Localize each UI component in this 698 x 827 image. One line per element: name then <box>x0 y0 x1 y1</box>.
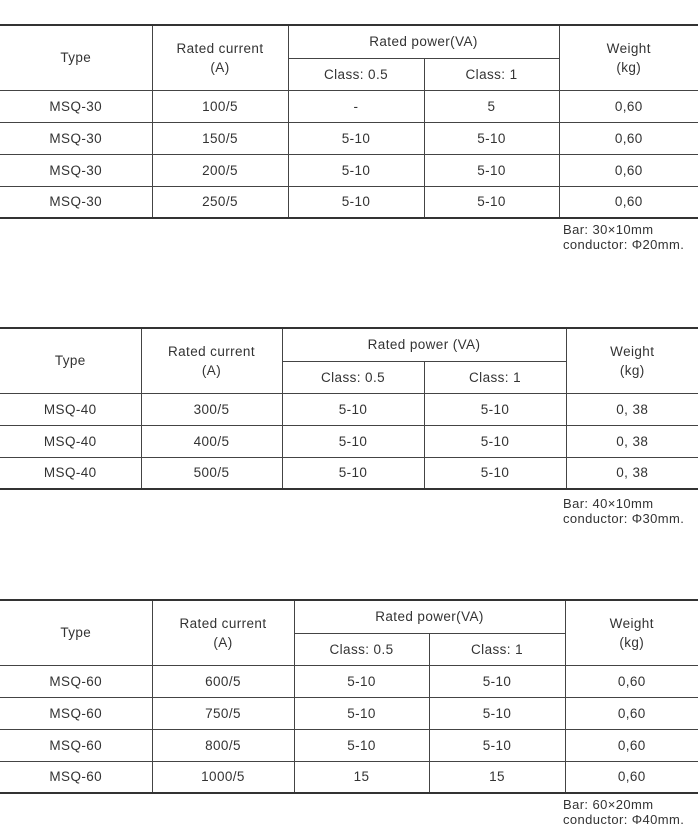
table-row <box>0 729 698 761</box>
cell-class-1: 5-10 <box>424 154 559 186</box>
cell-rated-current: 800/5 <box>152 729 294 761</box>
cell-rated-current: 250/5 <box>152 186 288 218</box>
cell-class-0-5: 5-10 <box>294 697 429 729</box>
cell-class-1: 5 <box>424 90 559 122</box>
table-row <box>0 90 698 122</box>
table-row <box>0 186 698 218</box>
header-rated-current-unit: (A) <box>210 59 230 75</box>
table-row <box>0 425 698 457</box>
cell-type: MSQ-60 <box>0 761 152 793</box>
spec-table-msq-40 <box>0 327 698 490</box>
cell-type: MSQ-30 <box>0 90 152 122</box>
cell-class-0-5: 5-10 <box>288 154 424 186</box>
header-class-1: Class: 1 <box>429 633 565 665</box>
header-rated-current-unit: (A) <box>201 362 222 378</box>
header-class-0-5: Class: 0.5 <box>294 633 429 665</box>
cell-class-0-5: 5-10 <box>288 122 424 154</box>
cell-weight: 0, 38 <box>566 457 698 489</box>
cell-class-1: 5-10 <box>424 425 566 457</box>
cell-type: MSQ-40 <box>0 393 141 425</box>
header-rated-current-unit: (A) <box>213 634 233 650</box>
cell-weight: 0,60 <box>559 90 698 122</box>
header-weight-unit: (kg) <box>619 634 645 650</box>
cell-type: MSQ-30 <box>0 122 152 154</box>
table-row <box>0 154 698 186</box>
cell-class-1: 5-10 <box>429 665 565 697</box>
cell-type: MSQ-60 <box>0 665 152 697</box>
spec-table-msq-30 <box>0 24 698 219</box>
cell-class-1: 5-10 <box>424 186 559 218</box>
cell-type: MSQ-30 <box>0 154 152 186</box>
table-note-msq-40 <box>563 496 684 526</box>
header-rated-current-label: Rated current <box>176 40 264 56</box>
header-class-0-5: Class: 0.5 <box>288 58 424 90</box>
cell-type: MSQ-60 <box>0 697 152 729</box>
cell-rated-current: 750/5 <box>152 697 294 729</box>
header-class-1: Class: 1 <box>424 361 566 393</box>
note-bar-size: Bar: 60×20mm <box>563 797 654 812</box>
header-weight-label: Weight <box>610 343 655 359</box>
header-weight-label: Weight <box>609 615 654 631</box>
header-rated-current <box>141 328 282 393</box>
cell-rated-current: 400/5 <box>141 425 282 457</box>
header-weight <box>565 600 698 665</box>
table-row <box>0 665 698 697</box>
cell-weight: 0,60 <box>565 729 698 761</box>
header-weight-unit: (kg) <box>616 59 642 75</box>
cell-type: MSQ-60 <box>0 729 152 761</box>
header-rated-current <box>152 25 288 90</box>
header-weight <box>566 328 698 393</box>
cell-weight: 0,60 <box>565 665 698 697</box>
cell-class-0-5: 5-10 <box>282 457 424 489</box>
table-row <box>0 457 698 489</box>
cell-rated-current: 150/5 <box>152 122 288 154</box>
header-rated-power: Rated power(VA) <box>294 600 565 633</box>
cell-class-1: 5-10 <box>429 729 565 761</box>
cell-rated-current: 100/5 <box>152 90 288 122</box>
cell-class-0-5: 15 <box>294 761 429 793</box>
cell-rated-current: 200/5 <box>152 154 288 186</box>
cell-weight: 0,60 <box>559 122 698 154</box>
table-row <box>0 393 698 425</box>
header-weight-unit: (kg) <box>619 362 645 378</box>
cell-type: MSQ-40 <box>0 457 141 489</box>
cell-class-0-5: - <box>288 90 424 122</box>
cell-weight: 0,60 <box>565 697 698 729</box>
table-note-msq-60 <box>563 797 684 827</box>
header-type: Type <box>0 328 141 393</box>
cell-class-0-5: 5-10 <box>282 393 424 425</box>
cell-class-0-5: 5-10 <box>294 665 429 697</box>
cell-weight: 0,60 <box>559 186 698 218</box>
header-type: Type <box>0 600 152 665</box>
cell-rated-current: 500/5 <box>141 457 282 489</box>
cell-type: MSQ-30 <box>0 186 152 218</box>
note-conductor-size: conductor: Φ30mm. <box>563 511 685 526</box>
header-weight <box>559 25 698 90</box>
cell-class-1: 15 <box>429 761 565 793</box>
table-row <box>0 122 698 154</box>
header-rated-power: Rated power (VA) <box>282 328 566 361</box>
header-class-0-5: Class: 0.5 <box>282 361 424 393</box>
cell-class-0-5: 5-10 <box>294 729 429 761</box>
header-type: Type <box>0 25 152 90</box>
header-rated-current <box>152 600 294 665</box>
cell-class-0-5: 5-10 <box>288 186 424 218</box>
header-rated-current-label: Rated current <box>179 615 267 631</box>
cell-weight: 0,60 <box>565 761 698 793</box>
header-rated-power: Rated power(VA) <box>288 25 559 58</box>
cell-rated-current: 1000/5 <box>152 761 294 793</box>
note-bar-size: Bar: 30×10mm <box>563 222 654 237</box>
cell-weight: 0, 38 <box>566 425 698 457</box>
cell-weight: 0, 38 <box>566 393 698 425</box>
note-bar-size: Bar: 40×10mm <box>563 496 654 511</box>
table-row <box>0 697 698 729</box>
note-conductor-size: conductor: Φ40mm. <box>563 812 685 827</box>
note-conductor-size: conductor: Φ20mm. <box>563 237 685 252</box>
cell-class-1: 5-10 <box>424 457 566 489</box>
table-row <box>0 761 698 793</box>
cell-rated-current: 300/5 <box>141 393 282 425</box>
cell-class-0-5: 5-10 <box>282 425 424 457</box>
spec-table-msq-60 <box>0 599 698 794</box>
cell-class-1: 5-10 <box>424 393 566 425</box>
cell-weight: 0,60 <box>559 154 698 186</box>
header-weight-label: Weight <box>606 40 651 56</box>
cell-class-1: 5-10 <box>429 697 565 729</box>
cell-class-1: 5-10 <box>424 122 559 154</box>
header-rated-current-label: Rated current <box>168 343 255 359</box>
header-class-1: Class: 1 <box>424 58 559 90</box>
cell-type: MSQ-40 <box>0 425 141 457</box>
cell-rated-current: 600/5 <box>152 665 294 697</box>
table-note-msq-30 <box>563 222 684 252</box>
